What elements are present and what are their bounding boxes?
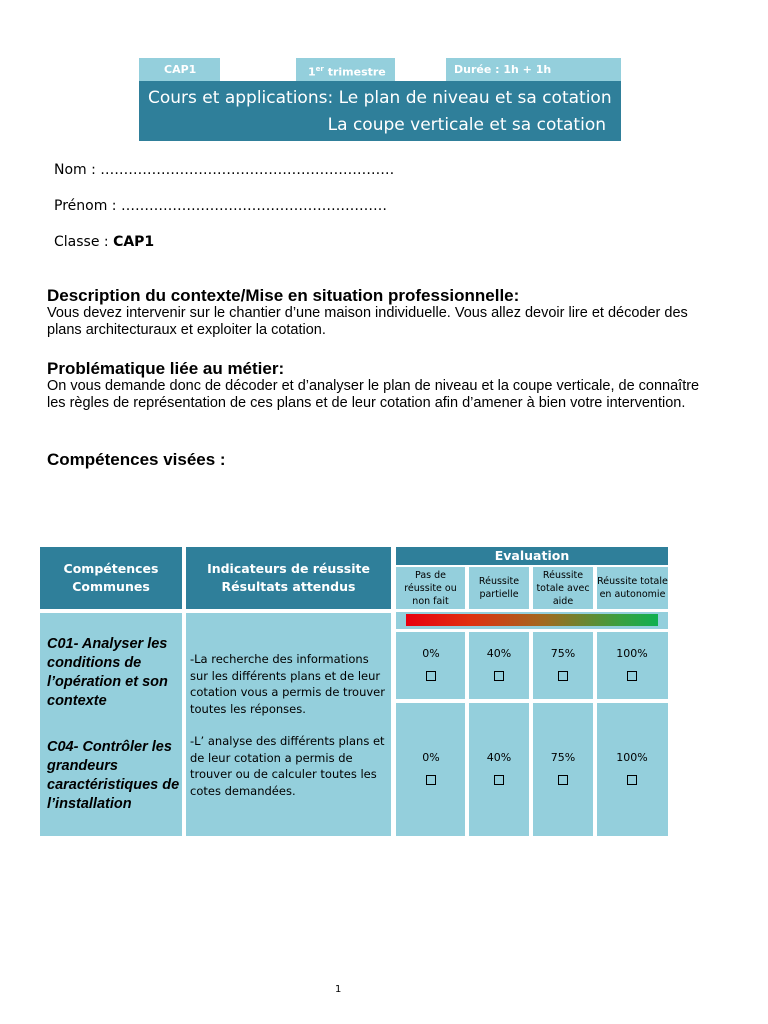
classe-value: CAP1 [113,234,155,250]
row1-checkbox-3[interactable] [627,671,637,681]
level-text: CAP1 [164,63,197,76]
level-header-2: Réussite totale avec aide [533,567,593,609]
row2-level-3 [597,703,668,836]
competence-c04: C04- Contrôler les grandeurs caractéristiques de l’installation [47,739,180,812]
col-header-indicateurs: Indicateurs de réussite Résultats attendus [186,547,391,609]
page-number: 1 [335,984,342,995]
row1-level-0 [396,632,465,699]
description-title: Description du contexte/Mise en situation professionnelle: [47,286,520,305]
description-text: Vous devez intervenir sur le chantier d’une maison individuelle. Vous allez devoir lire et décoder des plans architecturaux et exploiter la cotation. [47,305,688,338]
row2-checkbox-1[interactable] [494,775,504,785]
progress-gradient-bar [406,614,658,626]
level-header-1: Réussite partielle [469,567,529,609]
row1-checkbox-1[interactable] [494,671,504,681]
row2-checkbox-3[interactable] [627,775,637,785]
classe-field [54,234,154,250]
indicateurs-cell [186,613,391,836]
nom-field: Nom : ……………………………………………………… [54,162,395,178]
competences-title: Compétences visées : [47,450,226,469]
row1-percent-3: 100% [616,647,648,660]
col-header-evaluation: Evaluation [396,547,668,565]
row1-checkbox-2[interactable] [558,671,568,681]
row2-percent-2: 75% [550,751,576,764]
duration-text: Durée : 1h + 1h [454,63,552,76]
row1-percent-1: 40% [486,647,512,660]
gradient-row [396,612,668,629]
row2-level-0 [396,703,465,836]
title-bar [139,81,621,141]
row1-level-2 [533,632,593,699]
level-header-0: Pas de réussite ou non fait [396,567,465,609]
col-header-competences: Compétences Communes [40,547,182,609]
trimester-label: trimestre [327,65,386,79]
row2-checkbox-0[interactable] [426,775,436,785]
trimester-sup: er [315,65,324,73]
duration-tag [446,58,621,81]
row2-percent-1: 40% [486,751,512,764]
indicator-2: -L’ analyse des différents plans et de leur cotation a permis de trouver ou de calculer toutes les cotes demandées. [190,734,385,798]
row1-percent-2: 75% [550,647,576,660]
problematique-text: On vous demande donc de décoder et d’analyser le plan de niveau et la coupe verticale, de connaître les règles de représentation de ces plans et de leur cotation afin d’amener à bien votre intervention. [47,378,700,411]
title-line-1: Cours et applications: Le plan de niveau et sa cotation [148,88,612,108]
problematique-title: Problématique liée au métier: [47,359,285,378]
row1-checkbox-0[interactable] [426,671,436,681]
row2-percent-3: 100% [616,751,648,764]
title-line-2: La coupe verticale et sa cotation [327,115,606,135]
level-tag [139,58,220,81]
level-header-3: Réussite totale en autonomie [597,567,668,609]
row1-level-1 [469,632,529,699]
prenom-field: Prénom : ………………………………………………… [54,198,387,214]
row1-percent-0: 0% [422,647,440,660]
row2-level-1 [469,703,529,836]
row2-checkbox-2[interactable] [558,775,568,785]
row2-percent-0: 0% [422,751,440,764]
trimester-number: 1 [308,65,316,79]
competence-c01: C01- Analyser les conditions de l’opération et son contexte [47,636,168,709]
row2-level-2 [533,703,593,836]
trimester-tag [296,58,395,81]
indicator-1: -La recherche des informations sur les différents plans et de leur cotation vous a permis de trouver toutes les réponses. [190,652,385,716]
classe-label: Classe : [54,234,114,250]
row1-level-3 [597,632,668,699]
